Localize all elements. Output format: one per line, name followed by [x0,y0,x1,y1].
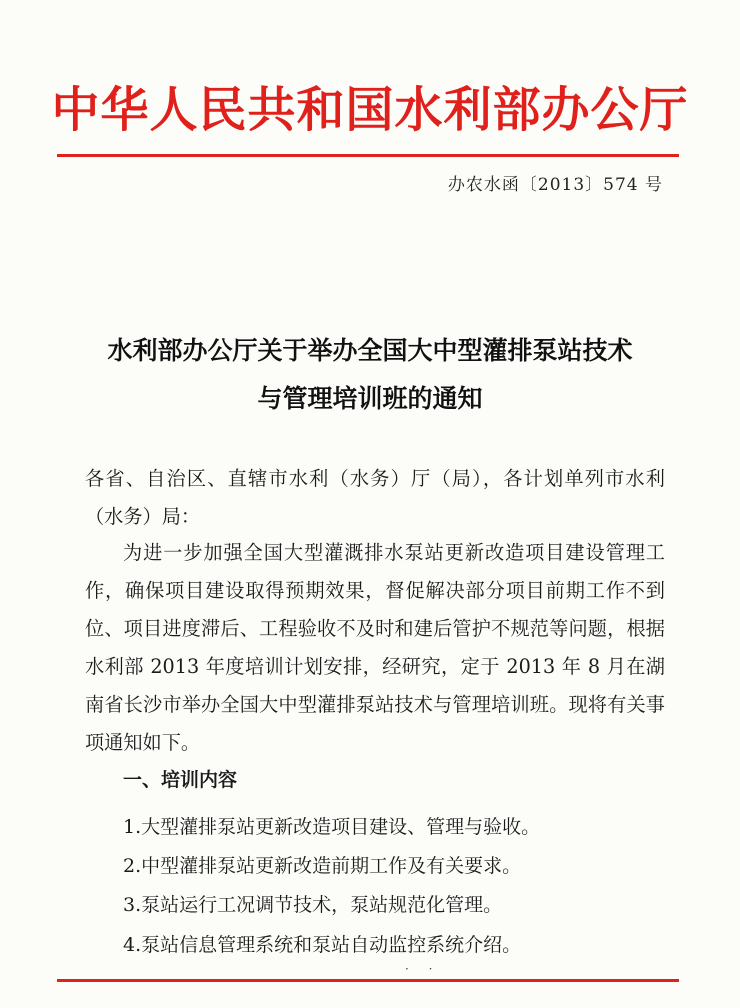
list-item: 4.泵站信息管理系统和泵站自动监控系统介绍。 [123,934,522,956]
notice-title [0,327,740,423]
page-mark: · · [405,962,441,976]
intro-paragraph: 为进一步加强全国大型灌溉排水泵站更新改造项目建设管理工作，确保项目建设取得预期效果，督促解决部分项目前期工作不到位、项目进度滞后、工程验收不及时和建后管护不规范等问题，根据水利部 2013 年度培训计划安排，经研究，定于 2013 年 8 月在湖南省长沙市举办全国大中型灌排泵站技术与管理培训班。现将有关事项通知如下。 [85,541,665,754]
list-item: 1.大型灌排泵站更新改造项目建设、管理与验收。 [123,816,541,838]
header-red-rule [57,154,679,157]
list-item: 2.中型灌排泵站更新改造前期工作及有关要求。 [123,855,522,877]
notice-title-line-1: 水利部办公厅关于举办全国大中型灌排泵站技术 [107,336,633,365]
document-number: 办农水函〔2013〕574 号 [447,175,663,195]
section-heading-training-content: 一、培训内容 [123,769,238,791]
footer-red-rule [57,979,679,982]
notice-title-line-2: 与管理培训班的通知 [257,384,483,413]
issuing-organization-title: 中华人民共和国水利部办公厅 [51,82,689,138]
addressee-paragraph: 各省、自治区、直辖市水利（水务）厅（局），各计划单列市水利（水务）局： [85,467,665,528]
list-item: 3.泵站运行工况调节技术，泵站规范化管理。 [123,894,503,916]
